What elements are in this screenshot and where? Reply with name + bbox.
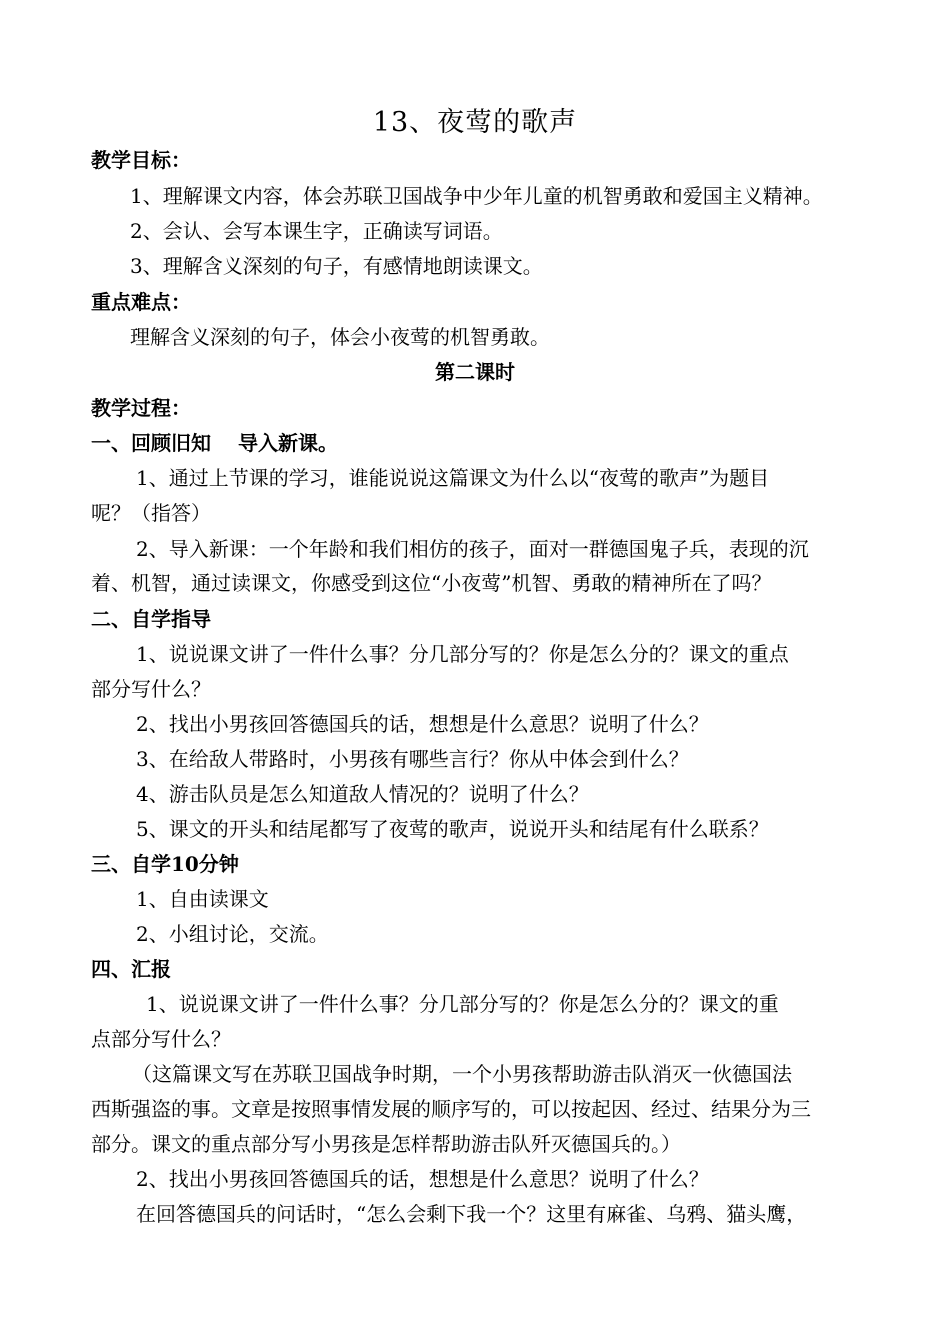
lesson-label: 第二课时 — [435, 360, 515, 384]
objectives-heading: 教学目标： — [91, 148, 191, 172]
paragraph-line: 部分。课文的重点部分写小男孩是怎样帮助游击队歼灭德国兵的。） — [91, 1132, 681, 1156]
paragraph-line: 2、导入新课：一个年龄和我们相仿的孩子，面对一群德国鬼子兵，表现的沉 — [136, 537, 809, 561]
question-line: 1、说说课文讲了一件什么事？分几部分写的？你是怎么分的？课文的重点 — [136, 642, 789, 666]
objective-item: 1、理解课文内容，体会苏联卫国战争中少年儿童的机智勇敢和爱国主义精神。 — [130, 184, 823, 208]
document-title: 13、夜莺的歌声 — [372, 107, 578, 138]
paragraph-line: 点部分写什么？ — [91, 1027, 231, 1051]
list-item: 1、自由读课文 — [136, 887, 269, 911]
paragraph-line: 呢？（指答） — [91, 501, 211, 525]
section-heading: 二、自学指导 — [91, 607, 211, 631]
section-heading: 三、自学10分钟 — [91, 852, 239, 876]
question-line: 3、在给敌人带路时，小男孩有哪些言行？你从中体会到什么？ — [136, 747, 689, 771]
question-line: 部分写什么？ — [91, 677, 211, 701]
section-heading: 四、汇报 — [91, 957, 171, 981]
paragraph-line: 着、机智，通过读课文，你感受到这位“小夜莺”机智、勇敢的精神所在了吗？ — [91, 571, 772, 595]
objective-item: 2、会认、会写本课生字，正确读写词语。 — [130, 219, 503, 243]
paragraph-line: 1、通过上节课的学习，谁能说说这篇课文为什么以“夜莺的歌声”为题目 — [136, 466, 770, 490]
process-heading: 教学过程： — [91, 396, 191, 420]
question-line: 5、课文的开头和结尾都写了夜莺的歌声，说说开头和结尾有什么联系？ — [136, 817, 769, 841]
key-points-heading: 重点难点： — [91, 290, 191, 314]
paragraph-line: （这篇课文写在苏联卫国战争时期，一个小男孩帮助游击队消灭一伙德国法 — [132, 1062, 792, 1086]
paragraph-line: 在回答德国兵的问话时，“怎么会剩下我一个？这里有麻雀、乌鸦、猫头鹰， — [136, 1202, 807, 1226]
list-item: 2、小组讨论，交流。 — [136, 922, 329, 946]
paragraph-line: 1、说说课文讲了一件什么事？分几部分写的？你是怎么分的？课文的重 — [146, 992, 779, 1016]
question-line: 4、游击队员是怎么知道敌人情况的？说明了什么？ — [136, 782, 589, 806]
paragraph-line: 西斯强盗的事。文章是按照事情发展的顺序写的，可以按起因、经过、结果分为三 — [91, 1097, 811, 1121]
key-points-text: 理解含义深刻的句子，体会小夜莺的机智勇敢。 — [130, 325, 550, 349]
paragraph-line: 2、找出小男孩回答德国兵的话，想想是什么意思？说明了什么？ — [136, 1167, 709, 1191]
question-line: 2、找出小男孩回答德国兵的话，想想是什么意思？说明了什么？ — [136, 712, 709, 736]
objective-item: 3、理解含义深刻的句子，有感情地朗读课文。 — [130, 254, 543, 278]
section-heading: 一、回顾旧知 导入新课。 — [91, 431, 338, 455]
